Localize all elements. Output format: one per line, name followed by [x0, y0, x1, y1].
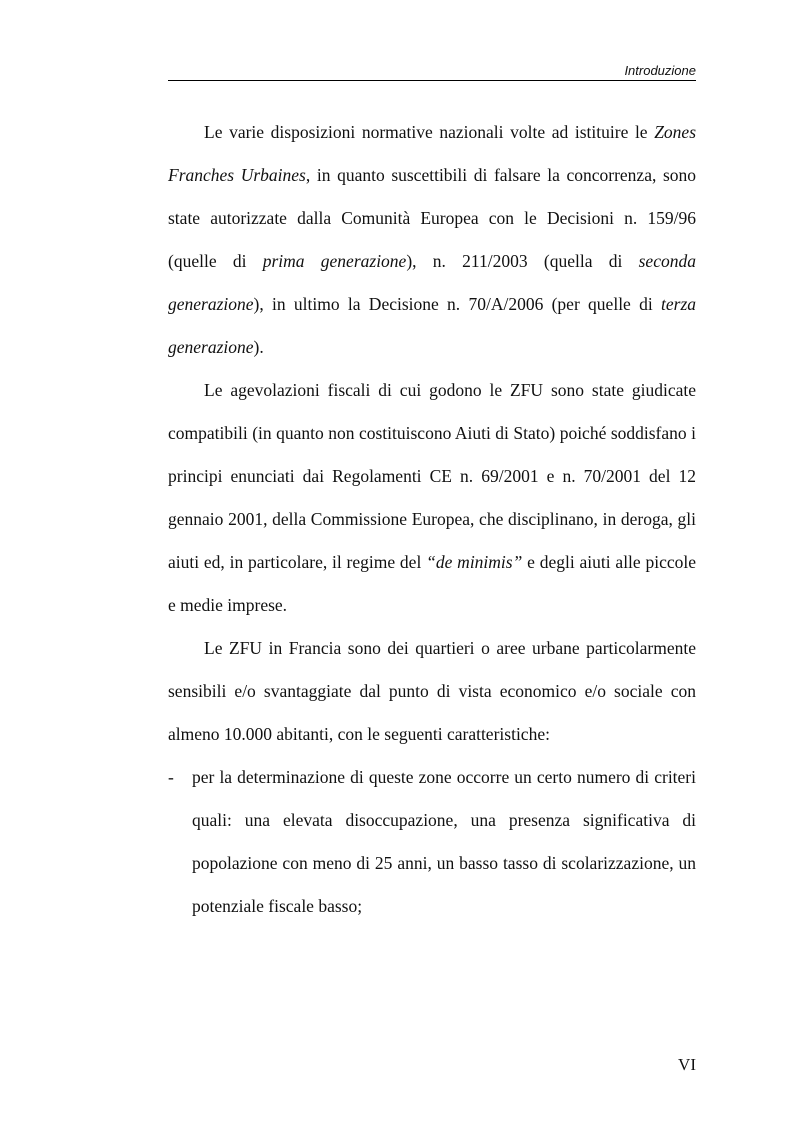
italic-text: Zones Franches Urbaines — [168, 122, 696, 185]
text-segment: e degli aiuti alle piccole e medie imprese. — [168, 552, 697, 615]
text-segment: ). — [253, 337, 264, 357]
text-segment: Le ZFU in Francia sono dei quartieri o aree urbane particolarmente sensibili e/o svantaggiate dal punto di vista economico e/o sociale con almeno 10.000 abitanti, con le seguenti caratteristiche: — [168, 638, 696, 744]
document-body — [168, 111, 696, 928]
page-number: VI — [678, 1055, 696, 1074]
list-item — [168, 756, 696, 928]
text-segment: ), in ultimo la Decisione n. 70/A/2006 (per quelle di — [253, 294, 661, 314]
header-title: Introduzione — [624, 63, 696, 78]
page-header — [168, 58, 696, 81]
text-segment: , in quanto suscettibili di falsare la concorrenza, sono state autorizzate dalla Comunità Europea con le Decisioni n. 159/96 (quelle di — [168, 165, 697, 271]
paragraph — [168, 369, 696, 627]
text-segment: ), n. 211/2003 (quella di — [406, 251, 639, 271]
bullet-marker: - — [168, 767, 174, 787]
italic-text: terza generazione — [168, 294, 696, 357]
italic-text: “de minimis” — [426, 552, 523, 572]
list-item-text: per la determinazione di queste zone occorre un certo numero di criteri quali: una elevata disoccupazione, una presenza significativa di popolazione con meno di 25 anni, un basso tasso di scolarizzazione, un potenziale fiscale basso; — [192, 767, 696, 916]
paragraph — [168, 111, 696, 369]
italic-text: seconda generazione — [168, 251, 696, 314]
text-segment: Le agevolazioni fiscali di cui godono le ZFU sono state giudicate compatibili (in quanto non costituiscono Aiuti di Stato) poiché soddisfano i principi enunciati dai Regolamenti CE n. 69/2001 e n. 70/2001 del 12 gennaio 2001, della Commissione Europea, che disciplinano, in deroga, gli aiuti ed, in particolare, il regime del — [168, 380, 696, 572]
text-segment: Le varie disposizioni normative nazionali volte ad istituire le — [204, 122, 655, 142]
italic-text: prima generazione — [262, 251, 407, 271]
paragraph — [168, 627, 696, 756]
